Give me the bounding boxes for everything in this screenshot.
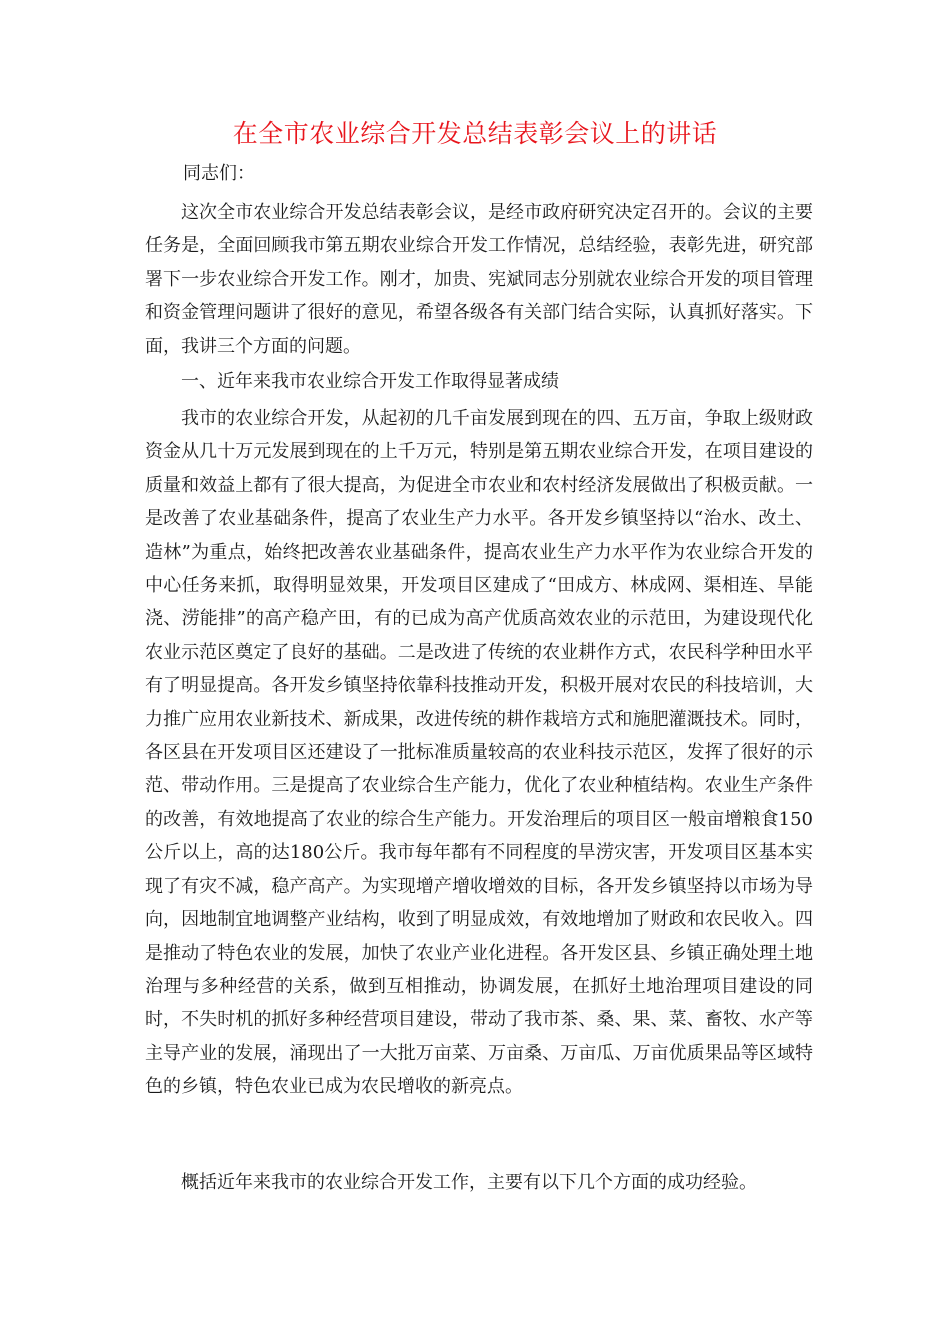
- experience-intro-paragraph: 概括近年来我市的农业综合开发工作，主要有以下几个方面的成功经验。: [181, 1172, 757, 1193]
- document-title: 在全市农业综合开发总结表彰会议上的讲话: [232, 119, 718, 148]
- opening-paragraph: 这次全市农业综合开发总结表彰会议，是经市政府研究决定召开的。会议的主要任务是，全面回顾我市第五期农业综合开发工作情况，总结经验，表彰先进，研究部署下一步农业综合开发工作。刚才，加贵、宪斌同志分别就农业综合开发的项目管理和资金管理问题讲了很好的意见，希望各级各有关部门结合实际，认真抓好落实。下面，我讲三个方面的问题。: [145, 202, 813, 357]
- achievements-paragraph: 我市的农业综合开发，从起初的几千亩发展到现在的四、五万亩，争取上级财政资金从几十万元发展到现在的上千万元，特别是第五期农业综合开发，在项目建设的质量和效益上都有了很大提高，为促进全市农业和农村经济发展做出了积极贡献。一是改善了农业基础条件，提高了农业生产力水平。各开发乡镇坚持以“治水、改土、造林”为重点，始终把改善农业基础条件，提高农业生产力水平作为农业综合开发的中心任务来抓，取得明显效果，开发项目区建成了“田成方、林成网、渠相连、旱能浇、涝能排”的高产稳产田，有的已成为高产优质高效农业的示范田，为建设现代化农业示范区奠定了良好的基础。二是改进了传统的农业耕作方式，农民科学种田水平有了明显提高。各开发乡镇坚持依靠科技推动开发，积极开展对农民的科技培训，大力推广应用农业新技术、新成果，改进传统的耕作栽培方式和施肥灌溉技术。同时，各区县在开发项目区还建设了一批标准质量较高的农业科技示范区，发挥了很好的示范、带动作用。三是提高了农业综合生产能力，优化了农业种植结构。农业生产条件的改善，有效地提高了农业的综合生产能力。开发治理后的项目区一般亩增粮食150公斤以上，高的达180公斤。我市每年都有不同程度的旱涝灾害，开发项目区基本实现了有灾不减，稳产高产。为实现增产增收增效的目标，各开发乡镇坚持以市场为导向，因地制宜地调整产业结构，收到了明显成效，有效地增加了财政和农民收入。四是推动了特色农业的发展，加快了农业产业化进程。各开发区县、乡镇正确处理土地治理与多种经营的关系，做到互相推动，协调发展，在抓好土地治理项目建设的同时，不失时机的抓好多种经营项目建设，带动了我市茶、桑、果、菜、畜牧、水产等主导产业的发展，涌现出了一大批万亩菜、万亩桑、万亩瓜、万亩优质果品等区域特色的乡镇，特色农业已成为农民增收的新亮点。: [145, 408, 813, 1098]
- section-heading-one: 一、近年来我市农业综合开发工作取得显著成绩: [181, 371, 559, 392]
- salutation: 同志们：: [183, 163, 255, 184]
